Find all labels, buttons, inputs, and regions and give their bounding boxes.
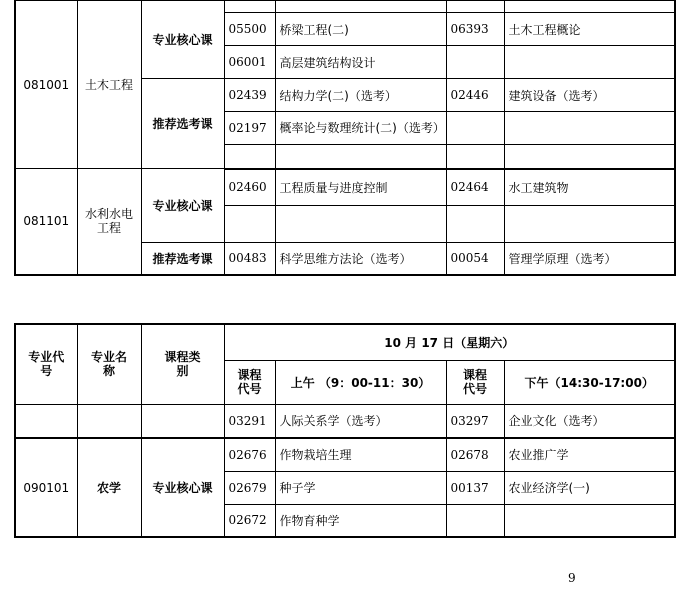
course-name: 工程质量与进度控制: [275, 169, 446, 206]
course-code: [446, 1, 504, 13]
table-row: [15, 404, 675, 438]
major-name: 土木工程: [77, 1, 141, 169]
course-name: 管理学原理（选考）: [504, 243, 675, 275]
course-code: [224, 145, 275, 169]
course-code: 02460: [224, 169, 275, 206]
course-name: [504, 46, 675, 79]
course-name: [275, 145, 446, 169]
course-code: 06001: [224, 46, 275, 79]
major-code: 081101: [15, 169, 77, 275]
course-code: 00483: [224, 243, 275, 275]
course-code: 02679: [224, 471, 275, 504]
table-row: [15, 438, 675, 471]
course-name: 作物栽培生理: [275, 438, 446, 471]
course-category: 专业核心课: [141, 1, 224, 79]
header-morning-session: 上午 （9：00-11：30）: [275, 360, 446, 404]
course-category: 推荐选考课: [141, 79, 224, 169]
course-name: 建筑设备（选考）: [504, 79, 675, 112]
course-name: [275, 1, 446, 13]
exam-schedule-table: [14, 323, 676, 538]
course-code: [446, 145, 504, 169]
course-name: [275, 206, 446, 243]
course-name: 科学思维方法论（选考）: [275, 243, 446, 275]
course-code: 05500: [224, 13, 275, 46]
course-code: 02439: [224, 79, 275, 112]
page-number: 9: [568, 571, 576, 585]
major-code: 090101: [15, 438, 77, 537]
course-code: 03291: [224, 404, 275, 438]
course-code: 02464: [446, 169, 504, 206]
course-name: [504, 112, 675, 145]
course-name: [504, 504, 675, 537]
course-code: 02676: [224, 438, 275, 471]
course-name: 企业文化（选考）: [504, 404, 675, 438]
course-category: 专业核心课: [141, 438, 224, 537]
course-name: 农业推广学: [504, 438, 675, 471]
header-major-code: 专业代号: [15, 324, 77, 404]
header-course-category: 课程类别: [141, 324, 224, 404]
course-name: 高层建筑结构设计: [275, 46, 446, 79]
course-code: [224, 1, 275, 13]
course-name: 农业经济学(一): [504, 471, 675, 504]
course-category: 推荐选考课: [141, 243, 224, 275]
course-name: 结构力学(二)（选考）: [275, 79, 446, 112]
major-code: 081001: [15, 1, 77, 169]
course-name: [504, 145, 675, 169]
course-code: 02678: [446, 438, 504, 471]
course-code: 00054: [446, 243, 504, 275]
header-afternoon-session: 下午（14:30-17:00）: [504, 360, 675, 404]
course-code: 06393: [446, 13, 504, 46]
course-code: [446, 112, 504, 145]
course-category: 专业核心课: [141, 169, 224, 243]
major-name: 农学: [77, 438, 141, 537]
table-row: [15, 169, 675, 206]
course-name: 概率论与数理统计(二)（选考）: [275, 112, 446, 145]
course-code: 02446: [446, 79, 504, 112]
course-code: [446, 504, 504, 537]
table-row: [15, 1, 675, 13]
header-exam-date: 10 月 17 日（星期六）: [224, 324, 675, 360]
course-name: 作物育种学: [275, 504, 446, 537]
course-name: 土木工程概论: [504, 13, 675, 46]
course-code: 02672: [224, 504, 275, 537]
course-code: 03297: [446, 404, 504, 438]
course-name: 桥梁工程(二): [275, 13, 446, 46]
course-name: 水工建筑物: [504, 169, 675, 206]
course-name: 人际关系学（选考）: [275, 404, 446, 438]
course-code: 02197: [224, 112, 275, 145]
course-name: 种子学: [275, 471, 446, 504]
header-course-code: 课程代号: [224, 360, 275, 404]
header-row: [15, 324, 675, 360]
course-name: [504, 1, 675, 13]
header-major-name: 专业名称: [77, 324, 141, 404]
course-code: 00137: [446, 471, 504, 504]
major-name: 水利水电工程: [77, 169, 141, 275]
header-course-code: 课程代号: [446, 360, 504, 404]
course-name: [504, 206, 675, 243]
course-code: [446, 46, 504, 79]
exam-schedule-table-continued: [14, 0, 676, 276]
course-code: [446, 206, 504, 243]
course-code: [224, 206, 275, 243]
